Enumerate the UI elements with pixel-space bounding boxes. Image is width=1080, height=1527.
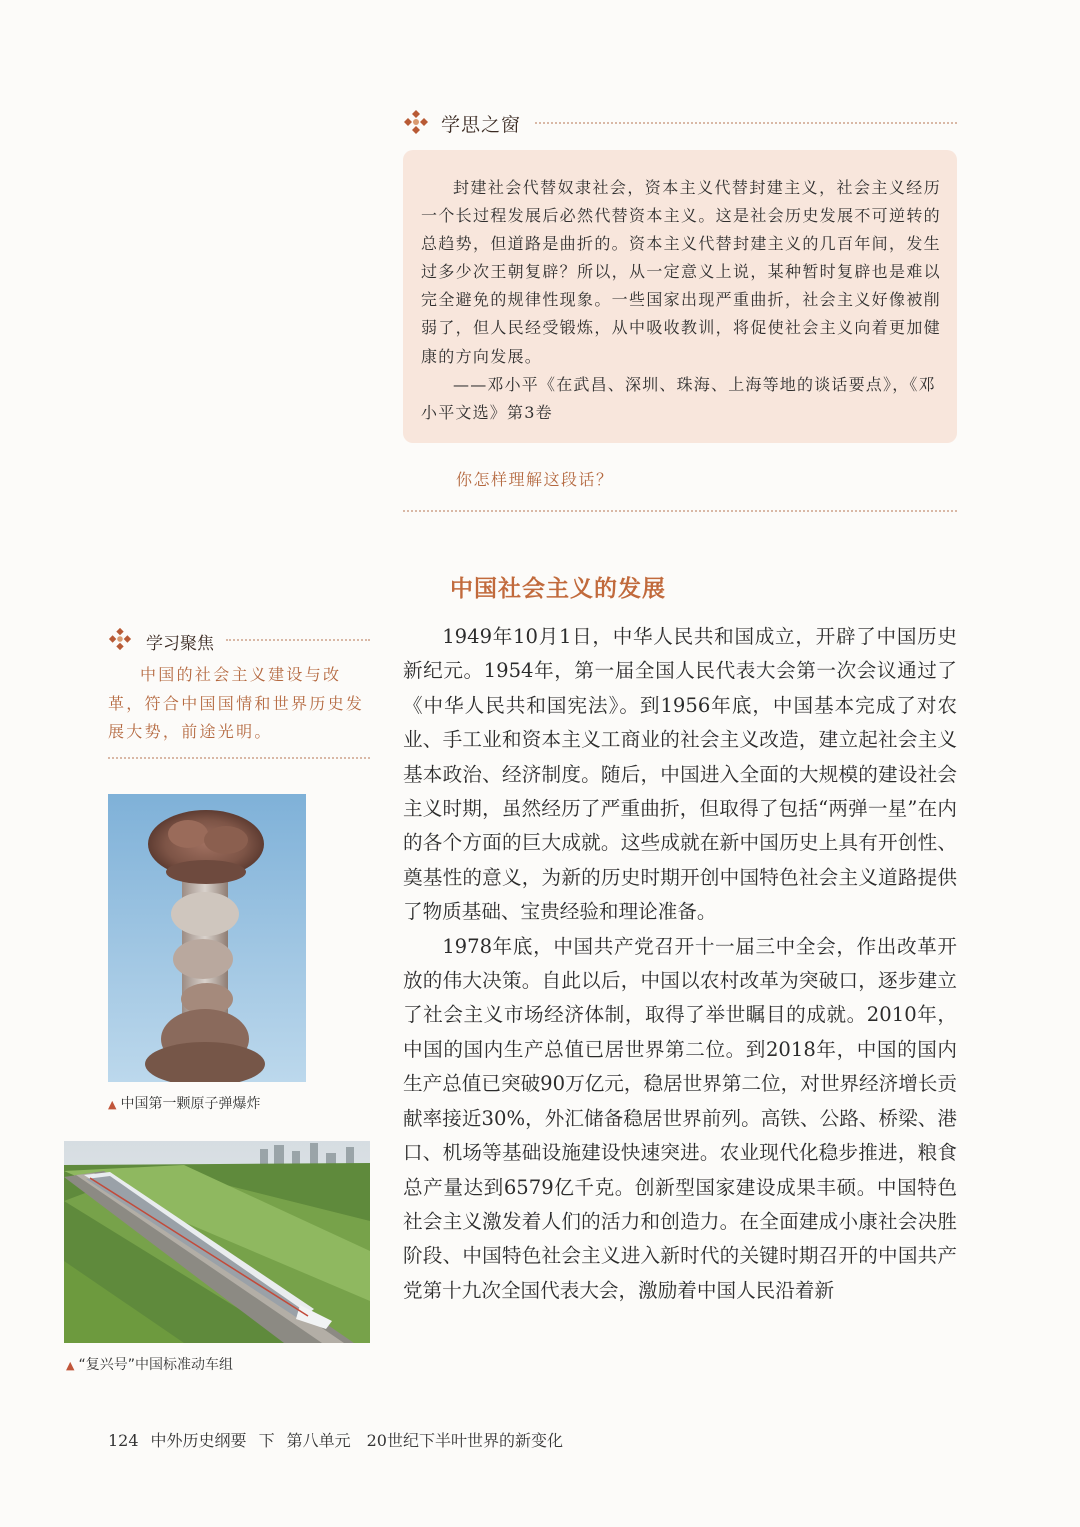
focus-text: 中国的社会主义建设与改革，符合中国国情和世界历史发展大势，前途光明。 bbox=[108, 665, 365, 741]
atomic-bomb-photo bbox=[108, 794, 306, 1082]
quote-source: ——邓小平《在武昌、深圳、珠海、上海等地的谈话要点》，《邓小平文选》第3卷 bbox=[421, 374, 936, 422]
window-title: 学思之窗 bbox=[441, 114, 522, 136]
focus-header bbox=[108, 626, 370, 654]
diamond-emblem-icon bbox=[108, 627, 132, 651]
diamond-emblem-icon bbox=[403, 109, 429, 135]
section-heading: 中国社会主义的发展 bbox=[450, 576, 666, 602]
window-header bbox=[403, 108, 957, 138]
focus-header-divider bbox=[226, 639, 370, 641]
caption-triangle-icon: ▲ bbox=[108, 1098, 117, 1111]
page-number: 124 bbox=[108, 1431, 139, 1450]
unit-title: 20世纪下半叶世界的新变化 bbox=[366, 1431, 563, 1450]
unit-label: 第八单元 bbox=[286, 1431, 351, 1450]
figure-caption-2: ▲ “复兴号”中国标准动车组 bbox=[66, 1357, 233, 1373]
fuxing-train-photo bbox=[64, 1141, 370, 1343]
paragraph-1: 1949年10月1日，中华人民共和国成立，开辟了中国历史新纪元。1954年，第一届全国人民代表大会第一次会议通过了《中华人民共和国宪法》。到1956年底，中国基本完成了对农业、手工业和资本主义工商业的社会主义改造，建立起社会主义基本政治、经济制度。随后，中国进入全面的大规模的建设社会主义时期，虽然经历了严重曲折，但取得了包括“两弹一星”在内的各个方面的巨大成就。这些成就在新中国历史上具有开创性、奠基性的意义，为新的历史时期开创中国特色社会主义道路提供了物质基础、宝贵经验和理论准备。 bbox=[403, 625, 957, 924]
caption-triangle-icon: ▲ bbox=[66, 1359, 75, 1372]
page-footer bbox=[108, 1428, 575, 1451]
reflection-question: 你怎样理解这段话？ bbox=[456, 470, 614, 489]
book-volume: 下 bbox=[258, 1431, 275, 1450]
window-bottom-divider bbox=[403, 510, 957, 512]
quote-text: 封建社会代替奴隶社会，资本主义代替封建主义，社会主义经历一个长过程发展后必然代替资本主义。这是社会历史发展不可逆转的总趋势，但道路是曲折的。资本主义代替封建主义的几百年间，发生过多少次王朝复辟？所以，从一定意义上说，某种暂时复辟也是难以完全避免的规律性现象。一些国家出现严重曲折，社会主义好像被削弱了，但人民经受锻炼，从中吸收教训，将促使社会主义向着更加健康的方向发展。 bbox=[421, 178, 941, 366]
window-header-divider bbox=[535, 122, 957, 124]
focus-bottom-divider bbox=[108, 757, 370, 759]
quote-box bbox=[403, 150, 957, 443]
body-text bbox=[403, 620, 957, 1308]
paragraph-2: 1978年底，中国共产党召开十一届三中全会，作出改革开放的伟大决策。自此以后，中国以农村改革为突破口，逐步建立了社会主义市场经济体制，取得了举世瞩目的成就。2010年，中国的国内生产总值已居世界第二位。到2018年，中国的国内生产总值已突破90万亿元，稳居世界第二位，对世界经济增长贡献率接近30%，外汇储备稳居世界前列。高铁、公路、桥梁、港口、机场等基础设施建设快速突进。农业现代化稳步推进，粮食总产量达到6579亿千克。创新型国家建设成果丰硕。中国特色社会主义激发着人们的活力和创造力。在全面建成小康社会决胜阶段、中国特色社会主义进入新时代的关键时期召开的中国共产党第十九次全国代表大会，激励着中国人民沿着新 bbox=[403, 934, 957, 1302]
figure-caption-1: ▲ 中国第一颗原子弹爆炸 bbox=[108, 1096, 261, 1112]
focus-title: 学习聚焦 bbox=[146, 634, 214, 654]
book-title: 中外历史纲要 bbox=[150, 1431, 247, 1450]
